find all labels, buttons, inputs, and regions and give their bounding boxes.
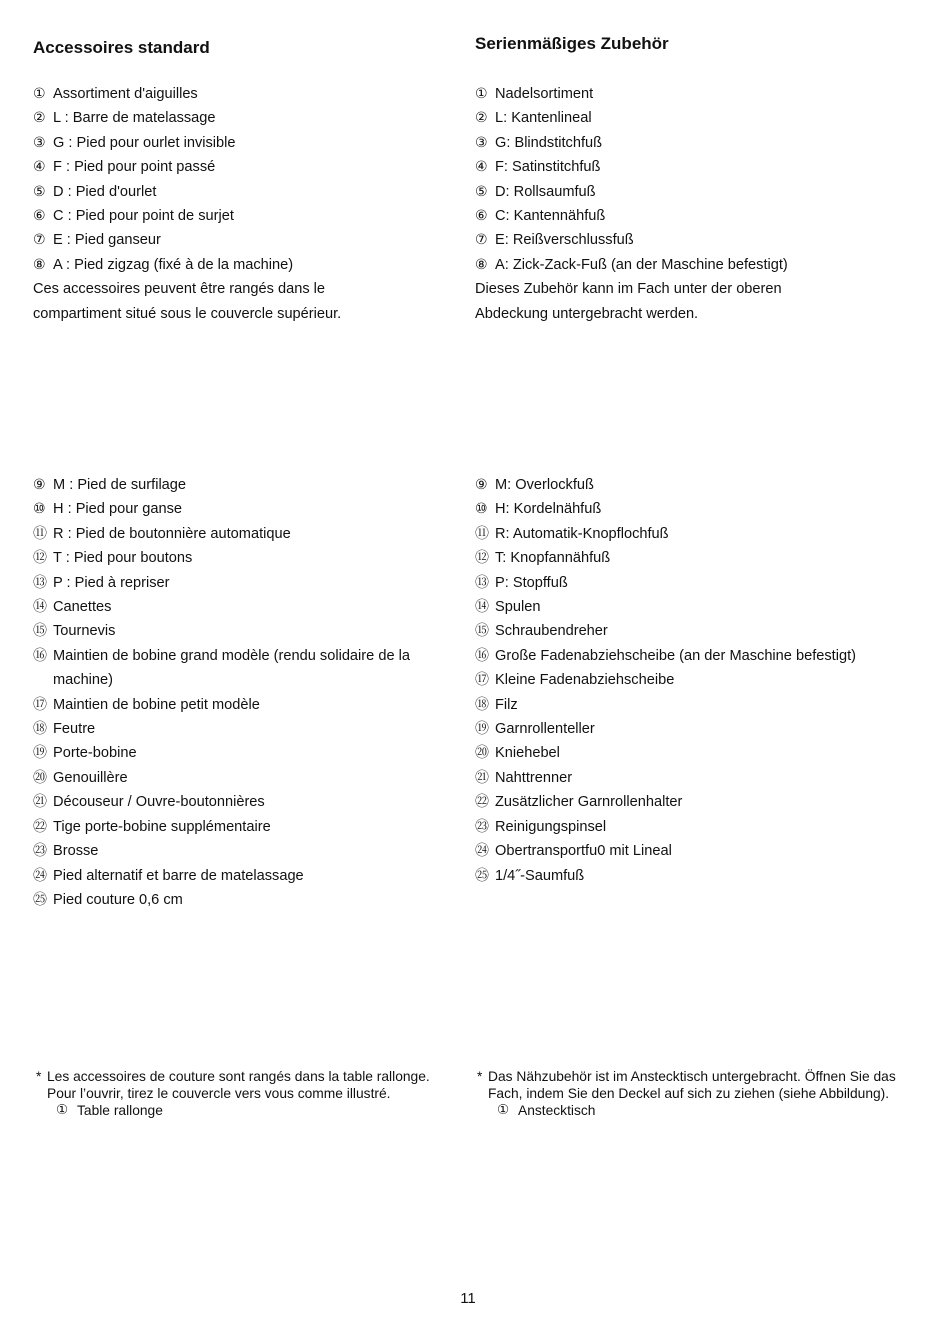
item-text: Reinigungspinsel [495, 818, 607, 835]
list-item [33, 131, 341, 155]
german-list-b [475, 473, 856, 888]
item-text: G: Blindstitchfuß [495, 134, 603, 151]
list-item [475, 546, 856, 570]
list-item [33, 228, 341, 252]
list-item [33, 619, 443, 643]
item-number: ⑳ [33, 769, 47, 786]
item-text: Pied couture 0,6 cm [53, 891, 183, 908]
item-text: T : Pied pour boutons [53, 550, 193, 567]
list-item [475, 790, 856, 814]
list-item [475, 131, 788, 155]
item-text: Große Fadenabziehscheibe (an der Maschine befestigt) [495, 647, 856, 664]
list-item [33, 839, 443, 863]
item-number: ① [497, 1102, 510, 1118]
item-text: P : Pied à repriser [53, 574, 170, 591]
list-item [475, 693, 856, 717]
item-text: Nadelsortiment [495, 86, 594, 102]
list-item [33, 741, 443, 765]
item-text: L : Barre de matelassage [53, 110, 216, 127]
item-number: ⑧ [475, 256, 488, 273]
item-number: ⑨ [33, 477, 46, 493]
item-text: Brosse [53, 843, 99, 860]
list-item [33, 82, 341, 106]
item-text: Zusätzlicher Garnrollenhalter [495, 794, 683, 811]
list-item [475, 155, 788, 179]
item-number: ⑮ [33, 623, 47, 640]
list-item [33, 571, 443, 595]
item-text: T: Knopfannähfuß [495, 550, 611, 567]
item-text: Table rallonge [77, 1103, 163, 1118]
item-text: Spulen [495, 599, 541, 616]
footnote-row [477, 1068, 897, 1102]
list-item [475, 522, 856, 546]
list-item [33, 155, 341, 179]
item-number: ④ [33, 159, 46, 176]
item-number: ⑦ [475, 232, 488, 249]
list-item [33, 546, 443, 570]
list-item [475, 864, 856, 888]
item-number: ㉒ [33, 818, 47, 835]
footnote-asterisk: * [36, 1069, 42, 1084]
item-number: ㉕ [33, 891, 47, 908]
item-text: Pied alternatif et barre de matelassage [53, 867, 304, 884]
item-text: Kleine Fadenabziehscheibe [495, 672, 675, 689]
list-item [33, 693, 443, 717]
list-item [475, 228, 788, 252]
list-item [33, 473, 443, 497]
item-text: Kniehebel [495, 745, 560, 762]
list-item [475, 571, 856, 595]
item-number: ⑨ [475, 477, 488, 493]
list-item [33, 790, 443, 814]
footnote-sub-item [56, 1102, 436, 1119]
item-number: ⑭ [475, 599, 489, 616]
item-number: ⑰ [475, 672, 489, 689]
storage-note-line: compartiment situé sous le couvercle supérieur. [33, 305, 342, 322]
page-number: 11 [460, 1290, 476, 1307]
german-title: Serienmäßiges Zubehör [475, 34, 669, 53]
item-number: ⑫ [475, 550, 489, 567]
footnote-row [36, 1068, 436, 1102]
item-number: ⑲ [33, 745, 47, 762]
item-number: ④ [475, 159, 488, 176]
list-item [475, 741, 856, 765]
item-number: ⑥ [33, 208, 46, 225]
list-item [475, 253, 788, 277]
item-number: ㉑ [475, 769, 489, 786]
item-number: ⑲ [475, 721, 489, 738]
french-title: Accessoires standard [33, 38, 210, 57]
item-number: ⑤ [475, 183, 488, 200]
german-footnote [477, 1068, 897, 1119]
list-item [475, 497, 856, 521]
item-number: ⑩ [33, 501, 46, 518]
item-number: ㉓ [33, 843, 47, 860]
item-number: ⑫ [33, 550, 47, 567]
list-item [33, 864, 443, 888]
item-text: Canettes [53, 599, 112, 616]
list-item [475, 668, 856, 692]
item-number: ⑯ [33, 647, 47, 664]
item-text: 1/4˝-Saumfuß [495, 867, 585, 884]
french-list-a [33, 82, 341, 326]
list-item [33, 106, 341, 130]
item-number: ③ [475, 134, 488, 151]
item-text: Schraubendreher [495, 623, 608, 640]
list-item [475, 82, 788, 106]
item-number: ③ [33, 134, 46, 151]
list-item [33, 253, 341, 277]
list-item [33, 497, 443, 521]
list-item [33, 815, 443, 839]
item-number: ① [475, 86, 488, 102]
item-text: Tournevis [53, 623, 116, 640]
item-text: H : Pied pour ganse [53, 501, 182, 518]
item-text: M : Pied de surfilage [53, 477, 187, 493]
item-text: A : Pied zigzag (fixé à de la machine) [53, 256, 294, 273]
list-item [33, 180, 341, 204]
footnote-text: Les accessoires de couture sont rangés dans la table rallonge. Pour l’ouvrir, tirez le couvercle vers vous comme illustré. [47, 1069, 430, 1101]
item-number: ㉓ [475, 818, 489, 835]
item-text: R: Automatik-Knopflochfuß [495, 525, 669, 542]
item-number: ⑮ [475, 623, 489, 640]
item-number: ⑯ [475, 647, 489, 664]
item-text: P: Stopffuß [495, 574, 568, 591]
list-item [475, 766, 856, 790]
item-number: ㉒ [475, 794, 489, 811]
item-text: M: Overlockfuß [495, 477, 594, 493]
item-number: ① [56, 1102, 69, 1118]
item-number: ⑰ [33, 696, 47, 713]
item-number: ⑪ [475, 525, 489, 542]
item-text: Maintien de bobine petit modèle [53, 696, 260, 713]
item-number: ⑬ [33, 574, 47, 591]
footnote-text: Das Nähzubehör ist im Anstecktisch untergebracht. Öffnen Sie das Fach, indem Sie den Deckel auf sich zu ziehen (siehe Abbildung). [488, 1069, 896, 1101]
list-item [33, 522, 443, 546]
french-list-b [33, 473, 443, 912]
list-item [475, 473, 856, 497]
item-number: ② [475, 110, 488, 127]
item-text: H: Kordelnähfuß [495, 501, 602, 518]
list-item [475, 106, 788, 130]
item-text: Découseur / Ouvre-boutonnières [53, 794, 265, 811]
item-number: ⑱ [475, 696, 489, 713]
item-number: ㉑ [33, 794, 47, 811]
item-text: R : Pied de boutonnière automatique [53, 525, 291, 542]
item-number: ㉔ [33, 867, 47, 884]
item-text: Obertransportfu0 mit Lineal [495, 843, 672, 860]
item-number: ⑭ [33, 599, 47, 616]
item-text: Maintien de bobine grand modèle (rendu solidaire de la machine) [53, 647, 410, 689]
list-item [475, 839, 856, 863]
german-list-a [475, 82, 788, 326]
list-item [33, 766, 443, 790]
item-text: G : Pied pour ourlet invisible [53, 134, 236, 151]
footnote-asterisk: * [477, 1069, 483, 1084]
list-item [475, 595, 856, 619]
storage-note-line: Ces accessoires peuvent être rangés dans le [33, 281, 326, 298]
item-text: Nahttrenner [495, 769, 573, 786]
list-item [475, 204, 788, 228]
item-text: Genouillère [53, 769, 128, 786]
list-item [475, 815, 856, 839]
item-text: C: Kantennähfuß [495, 208, 606, 225]
item-text: L: Kantenlineal [495, 110, 592, 127]
item-text: F: Satinstitchfuß [495, 159, 601, 176]
list-item [33, 644, 443, 693]
item-number: ⑪ [33, 525, 47, 542]
item-number: ① [33, 86, 46, 102]
item-text: F : Pied pour point passé [53, 159, 216, 176]
list-item [33, 717, 443, 741]
french-footnote [36, 1068, 436, 1119]
item-text: C : Pied pour point de surjet [53, 208, 234, 225]
item-text: D: Rollsaumfuß [495, 183, 596, 200]
item-number: ⑱ [33, 721, 47, 738]
item-text: Assortiment d'aiguilles [53, 86, 198, 102]
item-number: ⑩ [475, 501, 488, 518]
item-text: Tige porte-bobine supplémentaire [53, 818, 271, 835]
item-text: Garnrollenteller [495, 721, 595, 738]
item-number: ⑳ [475, 745, 489, 762]
item-text: Anstecktisch [518, 1103, 596, 1118]
item-text: Filz [495, 696, 518, 713]
list-item [33, 204, 341, 228]
item-number: ⑦ [33, 232, 46, 249]
storage-note-line: Abdeckung untergebracht werden. [475, 305, 699, 322]
item-text: E: Reißverschlussfuß [495, 232, 634, 249]
item-number: ⑬ [475, 574, 489, 591]
list-item [475, 717, 856, 741]
item-text: E : Pied ganseur [53, 232, 161, 249]
item-text: Feutre [53, 721, 96, 738]
item-number: ② [33, 110, 46, 127]
item-number: ⑧ [33, 256, 46, 273]
item-number: ㉕ [475, 867, 489, 884]
list-item [33, 888, 443, 912]
list-item [475, 644, 856, 668]
item-text: D : Pied d'ourlet [53, 183, 157, 200]
item-number: ⑥ [475, 208, 488, 225]
list-item [33, 595, 443, 619]
item-text: A: Zick-Zack-Fuß (an der Maschine befestigt) [495, 256, 788, 273]
footnote-sub-item [497, 1102, 897, 1119]
item-number: ⑤ [33, 183, 46, 200]
list-item [475, 180, 788, 204]
storage-note-line: Dieses Zubehör kann im Fach unter der oberen [475, 281, 782, 298]
item-number: ㉔ [475, 843, 489, 860]
item-text: Porte-bobine [53, 745, 137, 762]
list-item [475, 619, 856, 643]
